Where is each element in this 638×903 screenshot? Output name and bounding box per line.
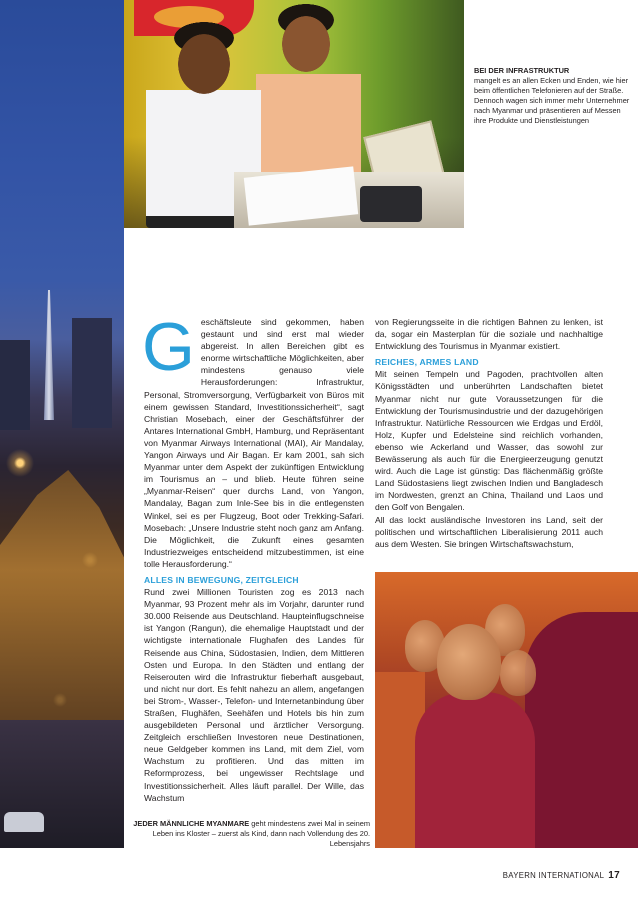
monks-photo bbox=[375, 572, 638, 848]
photo-building bbox=[72, 318, 112, 428]
city-night-photo bbox=[0, 0, 124, 848]
caption-title: JEDER MÄNNLICHE MYANMARE bbox=[133, 819, 250, 828]
page-footer bbox=[480, 870, 620, 881]
caption-body: mangelt es an allen Ecken und Enden, wie hier beim öffentlichen Telefonieren auf der Straße. Dennoch wagen sich immer mehr Unternehmer nach Myanmar und präsentieren auf Messen ihre Produkte und Dienstleistungen bbox=[474, 76, 630, 125]
photo-monk-smiling bbox=[437, 624, 501, 700]
section-heading: REICHES, ARMES LAND bbox=[375, 357, 479, 368]
photo-robe bbox=[525, 612, 638, 848]
intro-text: eschäftsleute sind gekommen, haben gestaunt und sind erst mal wieder abgereist. In allen Bereichen gibt es enorme wirtschaftliche Möglichkeiten, aber mindestens genauso viele Herausforderungen: Infrastruktur, Personal, Stromversorgung, Verfügbarkeit von Büros mit einem gewissen Standard, Investitionssicherheit“, sagt Christian Mosebach, einer der Geschäftsführer der Antares International GmbH, Hamburg, und Repräsentant von Myanmar Airways International (MAI), Air Mandalay, Yangon Airways und Air Bagan. Er kam 2001, sah sich Myanmar unter dem Aspekt der zukünftigen Entwicklung im Tourismus an – und blieb. Heute führen seine „Myanmar-Reisen“ quer durchs Land, von Yangon, Mandalay, Bagan zum Inle-See bis in die entlegensten Winkel, sei es per Flugzeug, Boot oder Trekking-Safari. Mosebach: „Unsere Industrie steht noch ganz am Anfang. Die Möglichkeit, die Zukunft eines gesamten Industriezweiges entscheidend mitzubestimmen, ist eine tolle Herausforderung.“ bbox=[144, 317, 364, 569]
caption-title: BEI DER INFRASTRUKTUR bbox=[474, 66, 570, 75]
page-number: 17 bbox=[608, 870, 620, 881]
caption-body: geht mindestens zwei Mal in seinem Leben ins Kloster – zuerst als Kind, dann nach Vollendung des 20. Lebensjahrs bbox=[152, 819, 370, 848]
section-paragraph: Rund zwei Millionen Touristen zog es 2013 nach Myanmar, 93 Prozent mehr als im Vorjahr, darunter rund 30.000 Reisende aus Deutschland. Haupteinflugschneise ist Yangon (Rangun), die ehemalige Hauptstadt und der wichtigste internationale Flughafen des Landes für Reisende aus China, Südostasien, Indien, dem Mittleren Osten und Europa. In den Städten und entlang der Reiserouten wird die Infrastruktur fieberhaft ausgebaut, und nicht nur dort. Es fehlt nahezu an allem, angefangen bei Strom-, Wasser-, Telefon- und Internetanbindung über Straßen, Flughäfen, Seehäfen und Hotels bis hin zum ausgebildeten Personal und ärztlicher Versorgung. Zeitgleich erschließen Investoren neue Destinationen, neue Geldgeber kommen ins Land, mit dem Ziel, vom Wachstum zu profitieren. Und das mitten im Reformprozess, bei ungewisser Rechtslage und Investitionssicherheit. Alles läuft parallel. Der Wille, das Wachstum bbox=[144, 587, 364, 803]
article-intro-paragraph bbox=[142, 309, 364, 570]
section-paragraph: Mit seinen Tempeln und Pagoden, prachtvollen alten Königsstädten und unberührten Landschaften bietet Myanmar nicht nur gute Voraussetzungen für die Entwicklung der Tourismusindustrie und der dazugehörigen Infrastruktur. Natürliche Ressourcen wie Erdgas und Erdöl, Holz, Kupfer und Edelsteine sind reichlich vorhanden, ebenso wie Ackerland und Wasser, das sowohl zur Bewässerung als auch für die Energieerzeugung genutzt wird. Auch die Lage ist günstig: Das flächenmäßig größte Land Südostasiens liegt zwischen Indien und Bangladesch im Nordwesten, grenzt an China, Thailand und Laos und den Golf von Bengalen. bbox=[375, 369, 603, 513]
photo-robe bbox=[415, 692, 535, 848]
section-heading: ALLES IN BEWEGUNG, ZEITGLEICH bbox=[144, 574, 299, 585]
photo-man-pink-shirt bbox=[256, 4, 361, 194]
article-paragraph: von Regierungsseite in die richtigen Bahnen zu lenken, ist da, sogar ein Masterplan für die soziale und nachhaltige Entwicklung des Tourismus in Myanmar existiert. bbox=[375, 317, 603, 352]
article-column-left bbox=[142, 309, 364, 804]
bottom-photo-caption bbox=[130, 819, 370, 849]
section-paragraph: All das lockt ausländische Investoren ins Land, seit der politischen und wirtschaftlichen Liberalisierung 2011 auch aus dem Westen. Sie bringen Wirtschaftswachstum, bbox=[375, 514, 603, 549]
photo-tower bbox=[44, 290, 54, 420]
photo-pagoda bbox=[0, 470, 124, 720]
article-column-right bbox=[375, 316, 603, 550]
photo-telephone bbox=[360, 186, 422, 222]
photo-monk bbox=[500, 650, 536, 696]
photo-car bbox=[4, 812, 44, 832]
top-photo-caption bbox=[474, 66, 632, 126]
publication-name: BAYERN INTERNATIONAL bbox=[502, 871, 605, 880]
photo-building bbox=[0, 340, 30, 430]
street-phone-photo bbox=[124, 0, 464, 228]
drop-cap: G bbox=[142, 309, 195, 385]
